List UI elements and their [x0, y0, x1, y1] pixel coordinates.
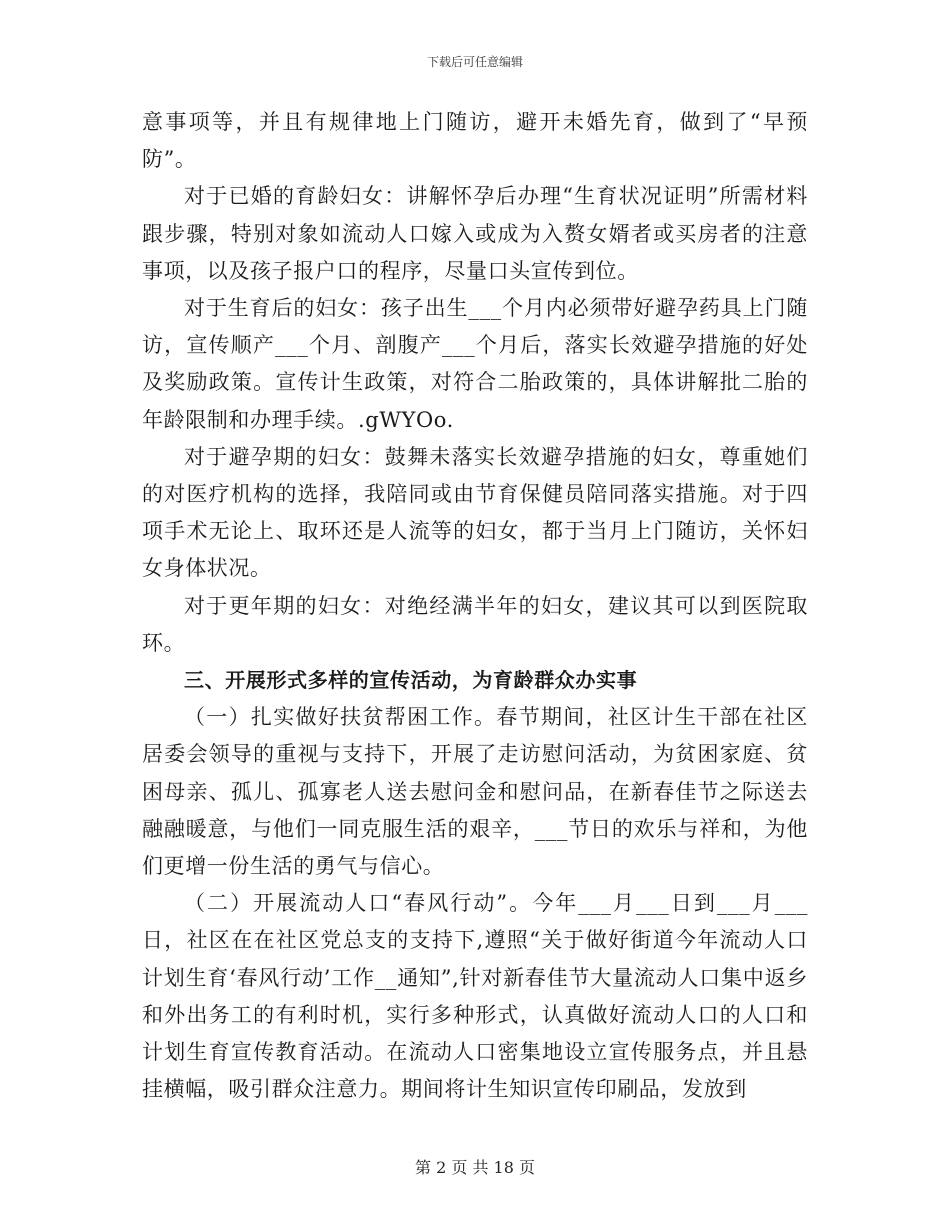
paragraph: 对于更年期的妇女：对绝经满半年的妇女，建议其可以到医院取环。 [142, 593, 808, 655]
paragraph: 对于生育后的妇女：孩子出生___个月内必须带好避孕药具上门随访，宣传顺产___个月、剖腹产___个月后，落实长效避孕措施的好处及奖励政策。宣传计生政策，对符合二胎政策的，具体讲解批二胎的年龄限制和办理手续。.gWYOo. [142, 296, 808, 432]
paragraph: （二）开展流动人口“春风行动”。今年___月___日到___月___日，社区在在社区党总支的支持下,遵照“关于做好街道今年流动人口计划生育‘春风行动’工作__通知”,针对新春佳节大量流动人口集中返乡和外出务工的有利时机，实行多种形式，认真做好流动人口的人口和计划生育宣传教育活动。在流动人口密集地设立宣传服务点，并且悬挂横幅，吸引群众注意力。期间将计生知识宣传印刷品，发放到 [142, 891, 808, 1102]
paragraph: 对于已婚的育龄妇女：讲解怀孕后办理“生育状况证明”所需材料跟步骤，特别对象如流动人口嫁入或成为入赘女婿者或买房者的注意事项，以及孩子报户口的程序，尽量口头宣传到位。 [142, 184, 808, 283]
document-body [142, 104, 808, 1108]
section-heading: 三、开展形式多样的宣传活动，为育龄群众办实事 [184, 668, 638, 693]
page-footer: 第 2 页 共 18 页 [415, 1158, 535, 1177]
paragraph: （一）扎实做好扶贫帮困工作。春节期间，社区计生干部在社区居委会领导的重视与支持下，开展了走访慰问活动，为贫困家庭、贫困母亲、孤儿、孤寡老人送去慰问金和慰问品，在新春佳节之际送去融融暖意，与他们一同克服生活的艰辛，___节日的欢乐与祥和，为他们更增一份生活的勇气与信心。 [142, 705, 808, 879]
paragraph: 意事项等，并且有规律地上门随访，避开未婚先育，做到了“早预防”。 [142, 110, 808, 172]
page-header: 下载后可任意编辑 [426, 55, 523, 69]
paragraph: 对于避孕期的妇女：鼓舞未落实长效避孕措施的妇女，尊重她们的对医疗机构的选择，我陪同或由节育保健员陪同落实措施。对于四项手术无论上、取环还是人流等的妇女，都于当月上门随访，关怀妇女身体状况。 [142, 444, 808, 581]
